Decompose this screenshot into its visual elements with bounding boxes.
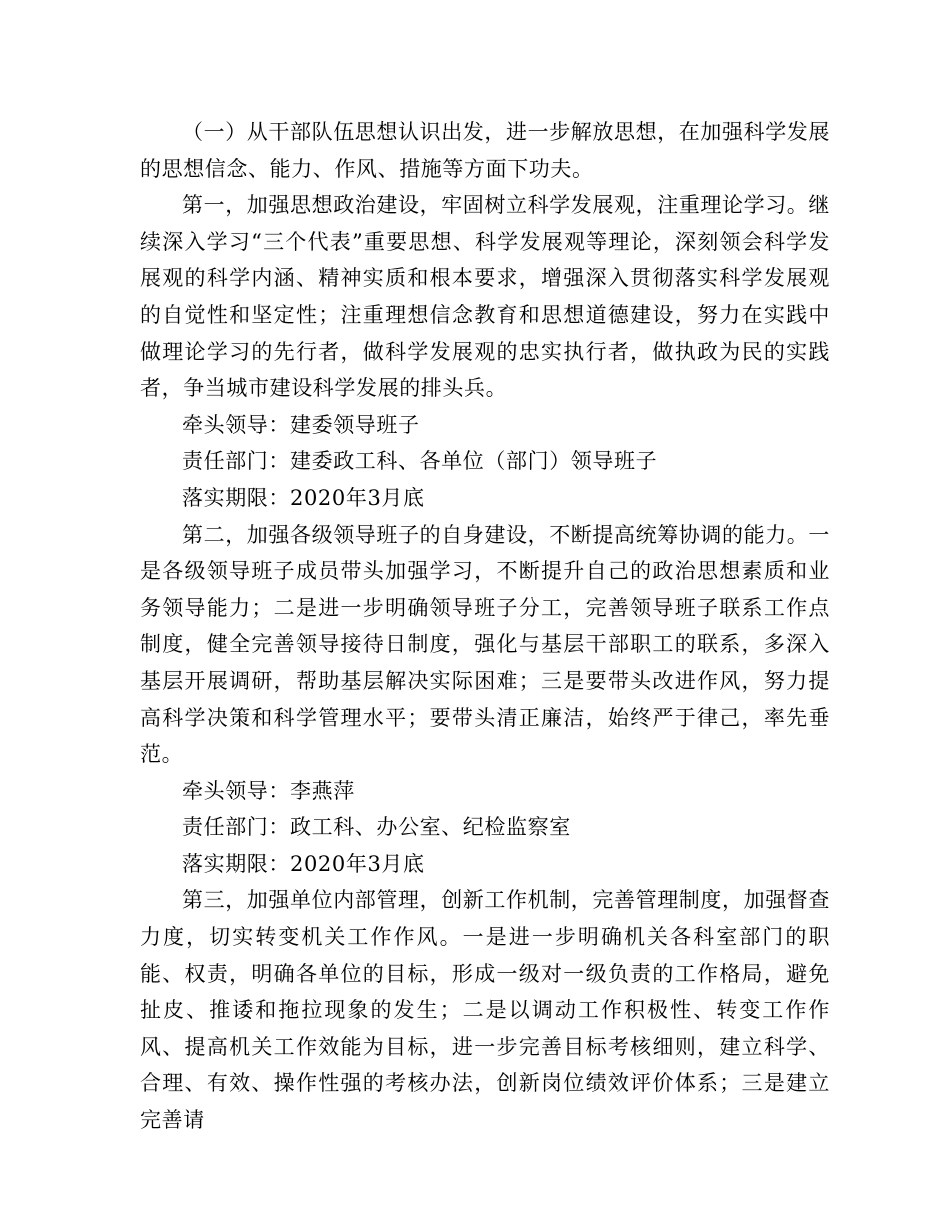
document-body <box>140 114 830 1139</box>
responsible-dept-line: 责任部门：政工科、办公室、纪检监察室 <box>182 815 571 840</box>
body-paragraph-second: 第二，加强各级领导班子的自身建设，不断提高统筹协调的能力。一是各级领导班子成员带头加强学习，不断提升自己的政治思想素质和业务领导能力；二是进一步明确领导班子分工，完善领导班子联系工作点制度，健全完善领导接待日制度，强化与基层干部职工的联系，多深入基层开展调研，帮助基层解决实际困难；三是要带头改进作风，努力提高科学决策和科学管理水平；要带头清正廉洁，始终严于律己，率先垂范。 <box>140 522 830 767</box>
lead-leader-line: 牵头领导：建委领导班子 <box>182 412 420 437</box>
deadline-line: 落实期限：2020年3月底 <box>182 851 425 876</box>
body-paragraph-third: 第三，加强单位内部管理，创新工作机制，完善管理制度，加强督查力度，切实转变机关工作作风。一是进一步明确机关各科室部门的职能、权责，明确各单位的目标，形成一级对一级负责的工作格局，避免扯皮、推诿和拖拉现象的发生；二是以调动工作积极性、转变工作作风、提高机关工作效能为目标，进一步完善目标考核细则，建立科学、合理、有效、操作性强的考核办法，创新岗位绩效评价体系；三是建立完善请 <box>140 888 830 1133</box>
responsible-dept-line: 责任部门：建委政工科、各单位（部门）领导班子 <box>182 449 658 474</box>
body-paragraph-first: 第一，加强思想政治建设，牢固树立科学发展观，注重理论学习。继续深入学习“三个代表”重要思想、科学发展观等理论，深刻领会科学发展观的科学内涵、精神实质和根本要求，增强深入贯彻落实科学发展观的自觉性和坚定性；注重理想信念教育和思想道德建设，努力在实践中做理论学习的先行者，做科学发展观的忠实执行者，做执政为民的实践者，争当城市建设科学发展的排头兵。 <box>140 193 830 401</box>
section-heading-paragraph: （一）从干部队伍思想认识出发，进一步解放思想，在加强科学发展的思想信念、能力、作风、措施等方面下功夫。 <box>140 120 830 181</box>
lead-leader-line: 牵头领导：李燕萍 <box>182 778 355 803</box>
deadline-line: 落实期限：2020年3月底 <box>182 485 425 510</box>
